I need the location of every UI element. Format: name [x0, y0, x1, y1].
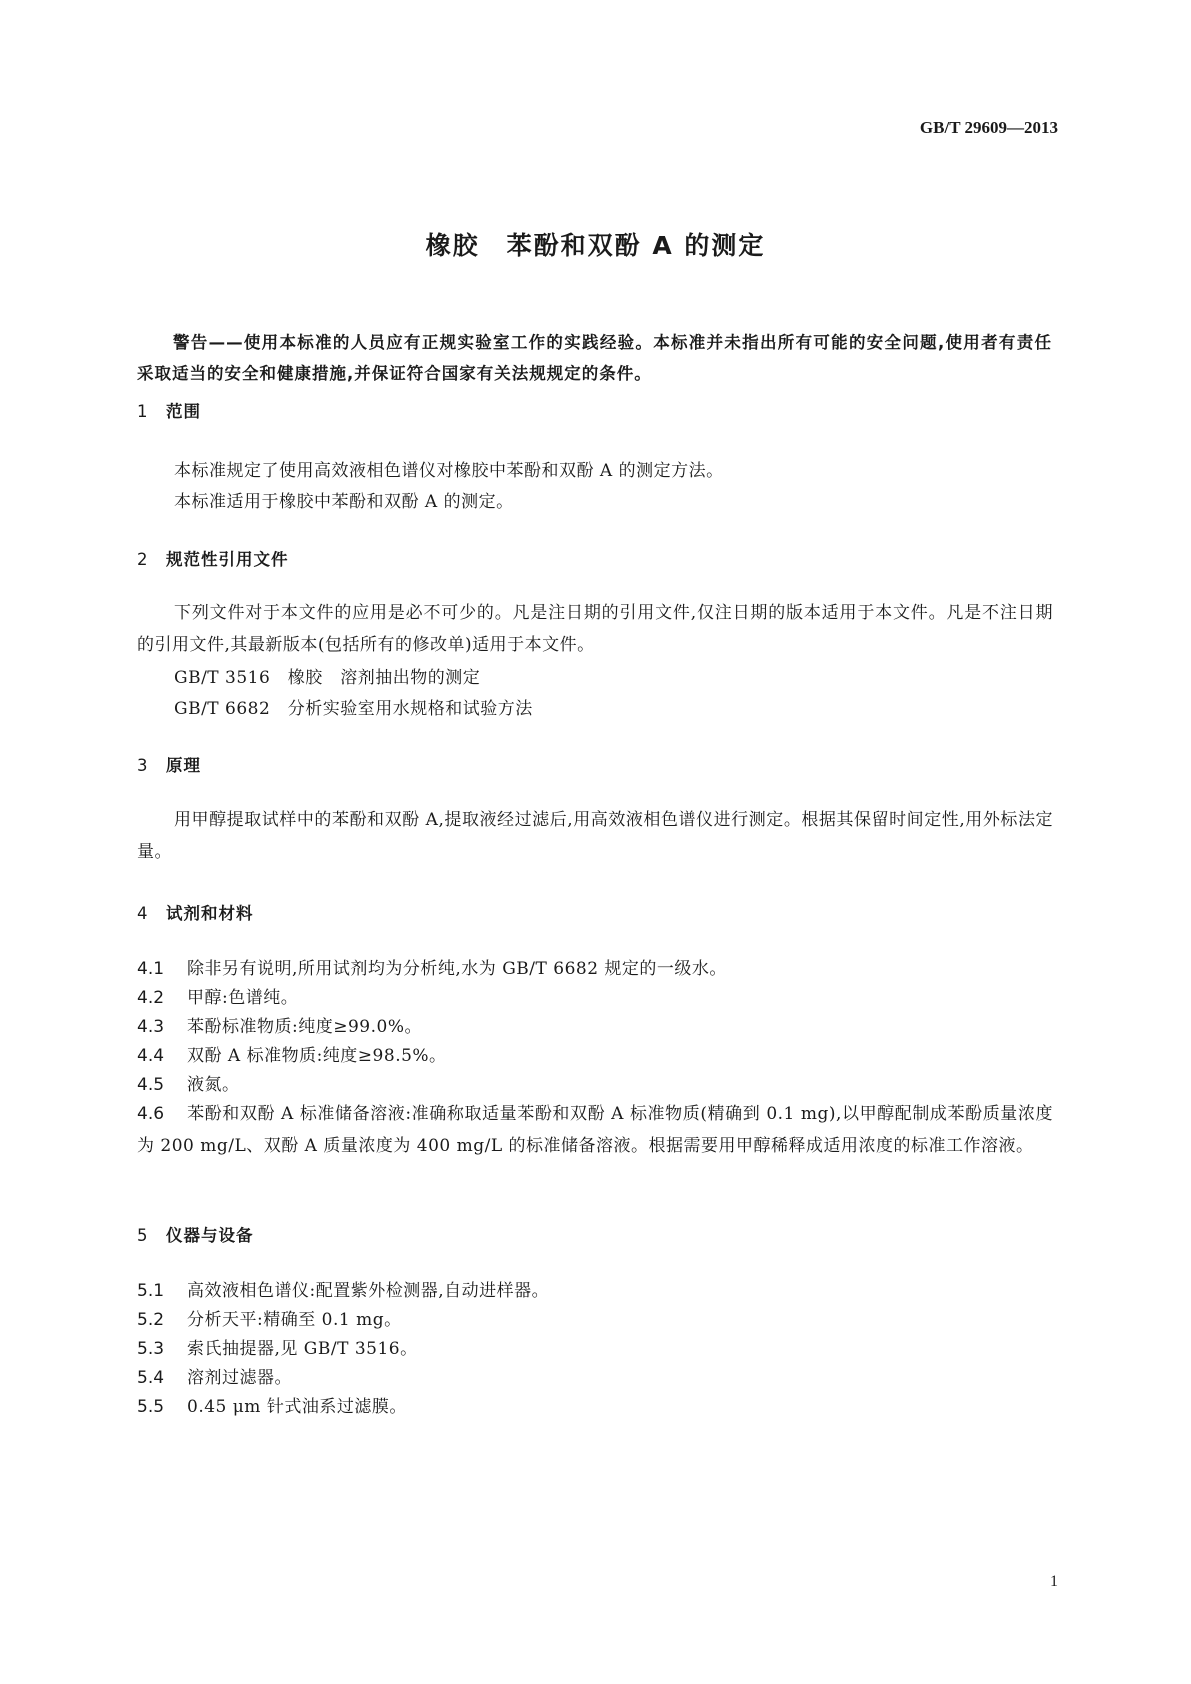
- apparatus-item: [137, 1333, 1053, 1365]
- item-text: 分析天平:精确至 0.1 mg。: [187, 1310, 402, 1330]
- item-text: 除非另有说明,所用试剂均为分析纯,水为 GB/T 6682 规定的一级水。: [187, 959, 727, 979]
- section-heading-reagents: [137, 900, 254, 924]
- document-title: 橡胶 苯酚和双酚 A 的测定: [425, 231, 766, 260]
- item-number: 4.1: [137, 959, 165, 979]
- section-title: 范围: [166, 402, 201, 421]
- item-number: 5.4: [137, 1368, 165, 1388]
- section-heading-normative-references: [137, 546, 289, 570]
- item-number: 4.3: [137, 1017, 165, 1037]
- item-text: 0.45 μm 针式油系过滤膜。: [187, 1397, 407, 1417]
- scope-line-2: 本标准适用于橡胶中苯酚和双酚 A 的测定。: [174, 492, 514, 512]
- standard-code: GB/T 29609—2013: [919, 118, 1058, 137]
- reagent-item: [137, 1098, 1053, 1162]
- item-number: 4.4: [137, 1046, 165, 1066]
- principle-paragraph: 用甲醇提取试样中的苯酚和双酚 A,提取液经过滤后,用高效液相色谱仪进行测定。根据其保留时间定性,用外标法定量。: [137, 810, 1053, 862]
- section-number: 3: [137, 756, 149, 775]
- item-text: 液氮。: [187, 1075, 240, 1095]
- apparatus-item: [137, 1362, 1053, 1394]
- reference-gbt3516: GB/T 3516 橡胶 溶剂抽出物的测定: [174, 668, 481, 688]
- reagent-item: [137, 1040, 1053, 1072]
- section-number: 4: [137, 904, 149, 923]
- reference-gbt6682: GB/T 6682 分析实验室用水规格和试验方法: [174, 699, 533, 719]
- item-text: 双酚 A 标准物质:纯度≥98.5%。: [187, 1046, 447, 1066]
- item-number: 4.2: [137, 988, 165, 1008]
- item-text: 苯酚标准物质:纯度≥99.0%。: [187, 1017, 422, 1037]
- item-number: 4.5: [137, 1075, 165, 1095]
- scope-line-1: 本标准规定了使用高效液相色谱仪对橡胶中苯酚和双酚 A 的测定方法。: [174, 461, 724, 481]
- apparatus-item: [137, 1275, 1053, 1307]
- item-number: 5.2: [137, 1310, 165, 1330]
- apparatus-item: [137, 1304, 1053, 1336]
- reagent-item: [137, 982, 1053, 1014]
- warning-paragraph: 警告——使用本标准的人员应有正规实验室工作的实践经验。本标准并未指出所有可能的安全问题,使用者有责任采取适当的安全和健康措施,并保证符合国家有关法规规定的条件。: [137, 333, 1052, 383]
- section-number: 2: [137, 550, 149, 569]
- apparatus-item: [137, 1391, 1053, 1423]
- section-number: 5: [137, 1226, 149, 1245]
- reagent-item: [137, 953, 1053, 985]
- section-heading-scope: [137, 398, 201, 422]
- item-number: 5.3: [137, 1339, 165, 1359]
- reagent-item: [137, 1011, 1053, 1043]
- section-title: 原理: [166, 756, 201, 775]
- item-text: 苯酚和双酚 A 标准储备溶液:准确称取适量苯酚和双酚 A 标准物质(精确到 0.1 mg),以甲醇配制成苯酚质量浓度为 200 mg/L、双酚 A 质量浓度为 400 mg/L 的标准储备溶液。根据需要用甲醇稀释成适用浓度的标准工作溶液。: [137, 1104, 1053, 1156]
- item-text: 索氏抽提器,见 GB/T 3516。: [187, 1339, 418, 1359]
- section-title: 试剂和材料: [166, 904, 254, 923]
- page-number: 1: [1050, 1573, 1058, 1590]
- section-number: 1: [137, 402, 149, 421]
- section-title: 规范性引用文件: [166, 550, 289, 569]
- item-number: 5.5: [137, 1397, 165, 1417]
- item-text: 高效液相色谱仪:配置紫外检测器,自动进样器。: [187, 1281, 550, 1301]
- reagent-item: [137, 1069, 1053, 1101]
- item-number: 4.6: [137, 1104, 165, 1124]
- item-number: 5.1: [137, 1281, 165, 1301]
- section-heading-principle: [137, 752, 201, 776]
- item-text: 甲醇:色谱纯。: [187, 988, 299, 1008]
- references-paragraph: 下列文件对于本文件的应用是必不可少的。凡是注日期的引用文件,仅注日期的版本适用于本文件。凡是不注日期的引用文件,其最新版本(包括所有的修改单)适用于本文件。: [137, 603, 1053, 655]
- section-title: 仪器与设备: [166, 1226, 254, 1245]
- section-heading-apparatus: [137, 1222, 254, 1246]
- item-text: 溶剂过滤器。: [187, 1368, 292, 1388]
